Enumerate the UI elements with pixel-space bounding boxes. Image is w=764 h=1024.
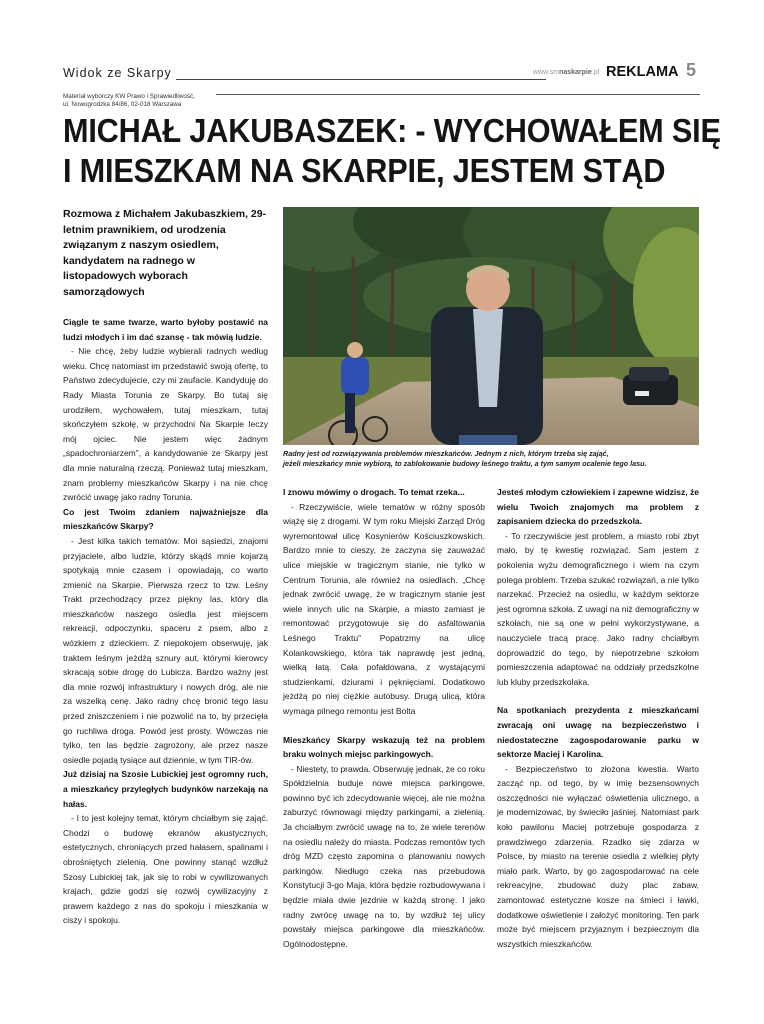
interview-answer: - Nie chcę, żeby ludzie wybierali radnych według wieku. Chcę natomiast im przedstawić swoją ofertę, to Państwo zdecydujecie, czy mi zaufacie. Kandyduję do Rady Miasta Torunia ze Skarpy. Bo tutaj się urodziłem, wychowałem, tutaj mieszkam, tutaj skończyłem szkołę, w przychodni Na Skarpie leczy mój ojciec. Nie jestem więc żadnym „spadochroniarzem”, a kandydowanie ze Skarpy jest dla mnie naturalną rzeczą. Ponieważ tutaj mieszkam, znam problemy mieszkańców Skarpy i na nie chcę zwrócić uwagę jako radny Torunia.	[63, 346, 268, 503]
candidate-photo	[283, 207, 699, 445]
interview-answer: - Bezpieczeństwo to złożona kwestia. Warto zacząć np. od tego, by w imię bezsensownych oszczędności nie wyłączać oświetlenia ulicznego, a je modernizować, by świeciło jaśniej. Natomiast park koło pawilonu Maciej potrzebuje gospodarza z prawdziwego zdarzenia. Rzadko się zdarza w Polsce, by miasto na terenie osiedla z wielkiej płyty miało park. Warto, by go zagospodarować na cele rekreacyjne, zbudować duży plac zabaw, zamontować estetyczne kosze na śmieci i ławki, dodatkowe oświetlenie i założyć monitoring. Ten park może być miejscem przyjaznym i bezpiecznym dla wszystkich mieszkańców.	[497, 763, 699, 949]
section-title: Widok ze Skarpy	[63, 66, 172, 80]
interview-question: Mieszkańcy Skarpy wskazują też na problem braku wolnych miejsc parkingowych.	[283, 734, 485, 760]
interview-answer: - Rzeczywiście, wiele tematów w różny sposób wiążę się z drogami. W tym roku Miejski Zarząd Dróg wyremontował ulicę Kosynierów Kościuszkowskich. Bardzo mnie to cieszy, że zaczyna się zauważać ulice miejskie w tragicznym stanie, nie tylko w Centrum Torunia, ale również na osiedlach. „Chcę jednak zwrócić uwagę, że w tragicznym stanie jest wiele innych ulic na Skarpie, a miasto zamiast je remontować przygotowuje się do asfaltowania Leśnego Traktu” Popatrzmy na ulicę Kolankowskiego, która tak naprawdę jest jedną, wielką łatą. Cała pofałdowana, z wystającymi studzienkami, dziurami i pęknięciami. Dodatkowo jeżdżą po niej ciężkie autobusy. Drugą ulicą, która wymaga pilnego remontu jest Bolta	[283, 501, 485, 716]
article-column-3	[497, 485, 699, 951]
headline	[63, 112, 721, 192]
publisher-info	[63, 93, 233, 109]
category-label: REKLAMA	[606, 64, 679, 80]
photo-illustration	[283, 207, 699, 445]
interview-answer: - I to jest kolejny temat, którym chciałbym się zająć. Chodzi o budowę ekranów akustycznych, estetycznych, chroniących przed hałasem, spalinami i obrośniętych zielenią. One powinny stanąć wzdłuż Szosy Lubickiej tak, jak się to robi w cywilizowanych krajach, gdzie godzi się rozwój cywilizacyjny z prawem każdego z nas do spokoju i mieszkania w ciszy i spokoju.	[63, 813, 268, 926]
article-column-2	[283, 485, 485, 951]
photo-caption	[283, 449, 703, 469]
publisher-line-1: Materiał wyborczy KW Prawo i Sprawiedliwość,	[63, 93, 195, 100]
interview-answer: - To rzeczywiście jest problem, a miasto robi zbyt mało, by tę kwestię rozwiązać. Sam jestem z pokolenia wyżu demograficznego i wiem na czym polega problem. Trzeba szukać rozwiązań, a nie tylko narzekać. Przecież na osiedlu, w każdym sektorze jest ogromna szkoła. Z uwagi na niż demograficzny w szkołach, nie są one w pełni wykorzystywane, a nauczyciele tracą pracę. Jako radny chciałbym doprowadzić do tego, by niepotrzebne szkołom pomieszczenia adaptować na oddziały przedszkolne lub kluby przedszkolaka.	[497, 530, 699, 687]
article-column-1	[63, 315, 268, 928]
interview-question: Jesteś młodym człowiekiem i zapewne widzisz, że wielu Twoich znajomych ma problem z zapisaniem dziecka do przedszkola.	[497, 487, 699, 527]
interview-question: I znowu mówimy o drogach. To temat rzeka...	[283, 487, 465, 497]
headline-line-1: MICHAŁ JAKUBASZEK: - WYCHOWAŁEM SIĘ	[63, 113, 721, 150]
publisher-divider	[216, 94, 700, 95]
url-prefix: www.sm	[533, 69, 560, 76]
page-number: 5	[686, 60, 697, 80]
url-suffix: .pl	[591, 69, 600, 76]
paragraph-spacer	[497, 689, 699, 703]
interview-question: Ciągle te same twarze, warto byłoby postawić na ludzi młodych i im dać szansę - tak mówią ludzie.	[63, 317, 268, 342]
website-url[interactable]	[533, 69, 599, 76]
lead-paragraph: Rozmowa z Michałem Jakubaszkiem, 29-letnim prawnikiem, od urodzenia związanym z naszym osiedlem, kandydatem na radnego w listopadowych wyborach samorządowych	[63, 208, 267, 298]
headline-line-2: I MIESZKAM NA SKARPIE, JESTEM STĄD	[63, 153, 666, 190]
url-bold: naskarpie	[559, 69, 592, 76]
interview-answer: - Niestety, to prawda. Obserwuję jednak, że co roku Spółdzielnia buduje nowe miejsca parkingowe, powinno być ich zdecydowanie więcej, ale nie można zaburzyć równowagi między parkingami, a zielenią. Ja chciałbym zwrócić uwagę na to, że wiele terenów na osiedlu należy do miasta. Podczas remontów tych dróg MZD często zapomina o planowaniu nowych parkingów. Niedługo czeka nas przebudowa Konstytucji 3-go Maja, która będzie rozbudowywana i będzie miała dwie jezdnie w każdą stronę. I jako radny zwrócę uwagę na to, by wzdłuż tej ulicy powstały miejsca parkingowe dla mieszkańców. Ogólnodostępne.	[283, 763, 486, 949]
paragraph-spacer	[283, 719, 485, 733]
publisher-line-2: ul. Nowogrodzka 84/86, 02-018 Warszawa	[63, 101, 182, 108]
interview-answer: - Jest kilka takich tematów. Moi sąsiedzi, znajomi przyjaciele, albo ludzie, którzy skądś mnie kojarzą spotykają mnie czasem i opowiadają, co warto zmienić na Skarpie. Pierwsza rzecz to tzw. Leśny Trakt przechodzący przez piękny las, który dla mieszkańców naszego osiedla jest miejscem rekreacji, odpoczynku, spaceru z psem, albo z wózkiem z dzieckiem. Z niepokojem obserwuję, jak traktem leśnym jeżdżą sznury aut, którymi kierowcy skracają sobie drogę do Lubicza. Bardzo ważny jest dla mnie rozwój infrastruktury i nowych dróg, ale nie za wszelką cenę. Jako radny chcę bronić tego lasu przed zniszczeniem i nie pozwolić na to, by przecięła go ruchliwa droga. Powód jest prosty. Wówczas nie tylko, ten las będzie zagrożony, ale przez nasze osiedle pojadą tysiące aut dziennie, w tym TIR-ów.	[63, 535, 268, 765]
caption-line-1: Radny jest od rozwiązywania problemów mieszkańców. Jednym z nich, którym trzeba się zająć,	[283, 449, 609, 458]
interview-question: Co jest Twoim zdaniem najważniejsze dla mieszkańców Skarpy?	[63, 506, 268, 532]
caption-line-2: jeżeli mieszkańcy mnie wybiorą, to zablokowanie budowy leśnego traktu, a tym samym ocalenie tego lasu.	[283, 459, 647, 468]
interview-question: Już dzisiaj na Szosie Lubickiej jest ogromny ruch, a mieszkańcy przyległych budynków narzekają na hałas.	[63, 769, 268, 809]
interview-question: Na spotkaniach prezydenta z mieszkańcami zwracają oni uwagę na bezpieczeństwo i niedostateczne zagospodarowanie parku w sektorze Maciej i Karolina.	[497, 705, 699, 760]
header-divider	[176, 79, 546, 80]
